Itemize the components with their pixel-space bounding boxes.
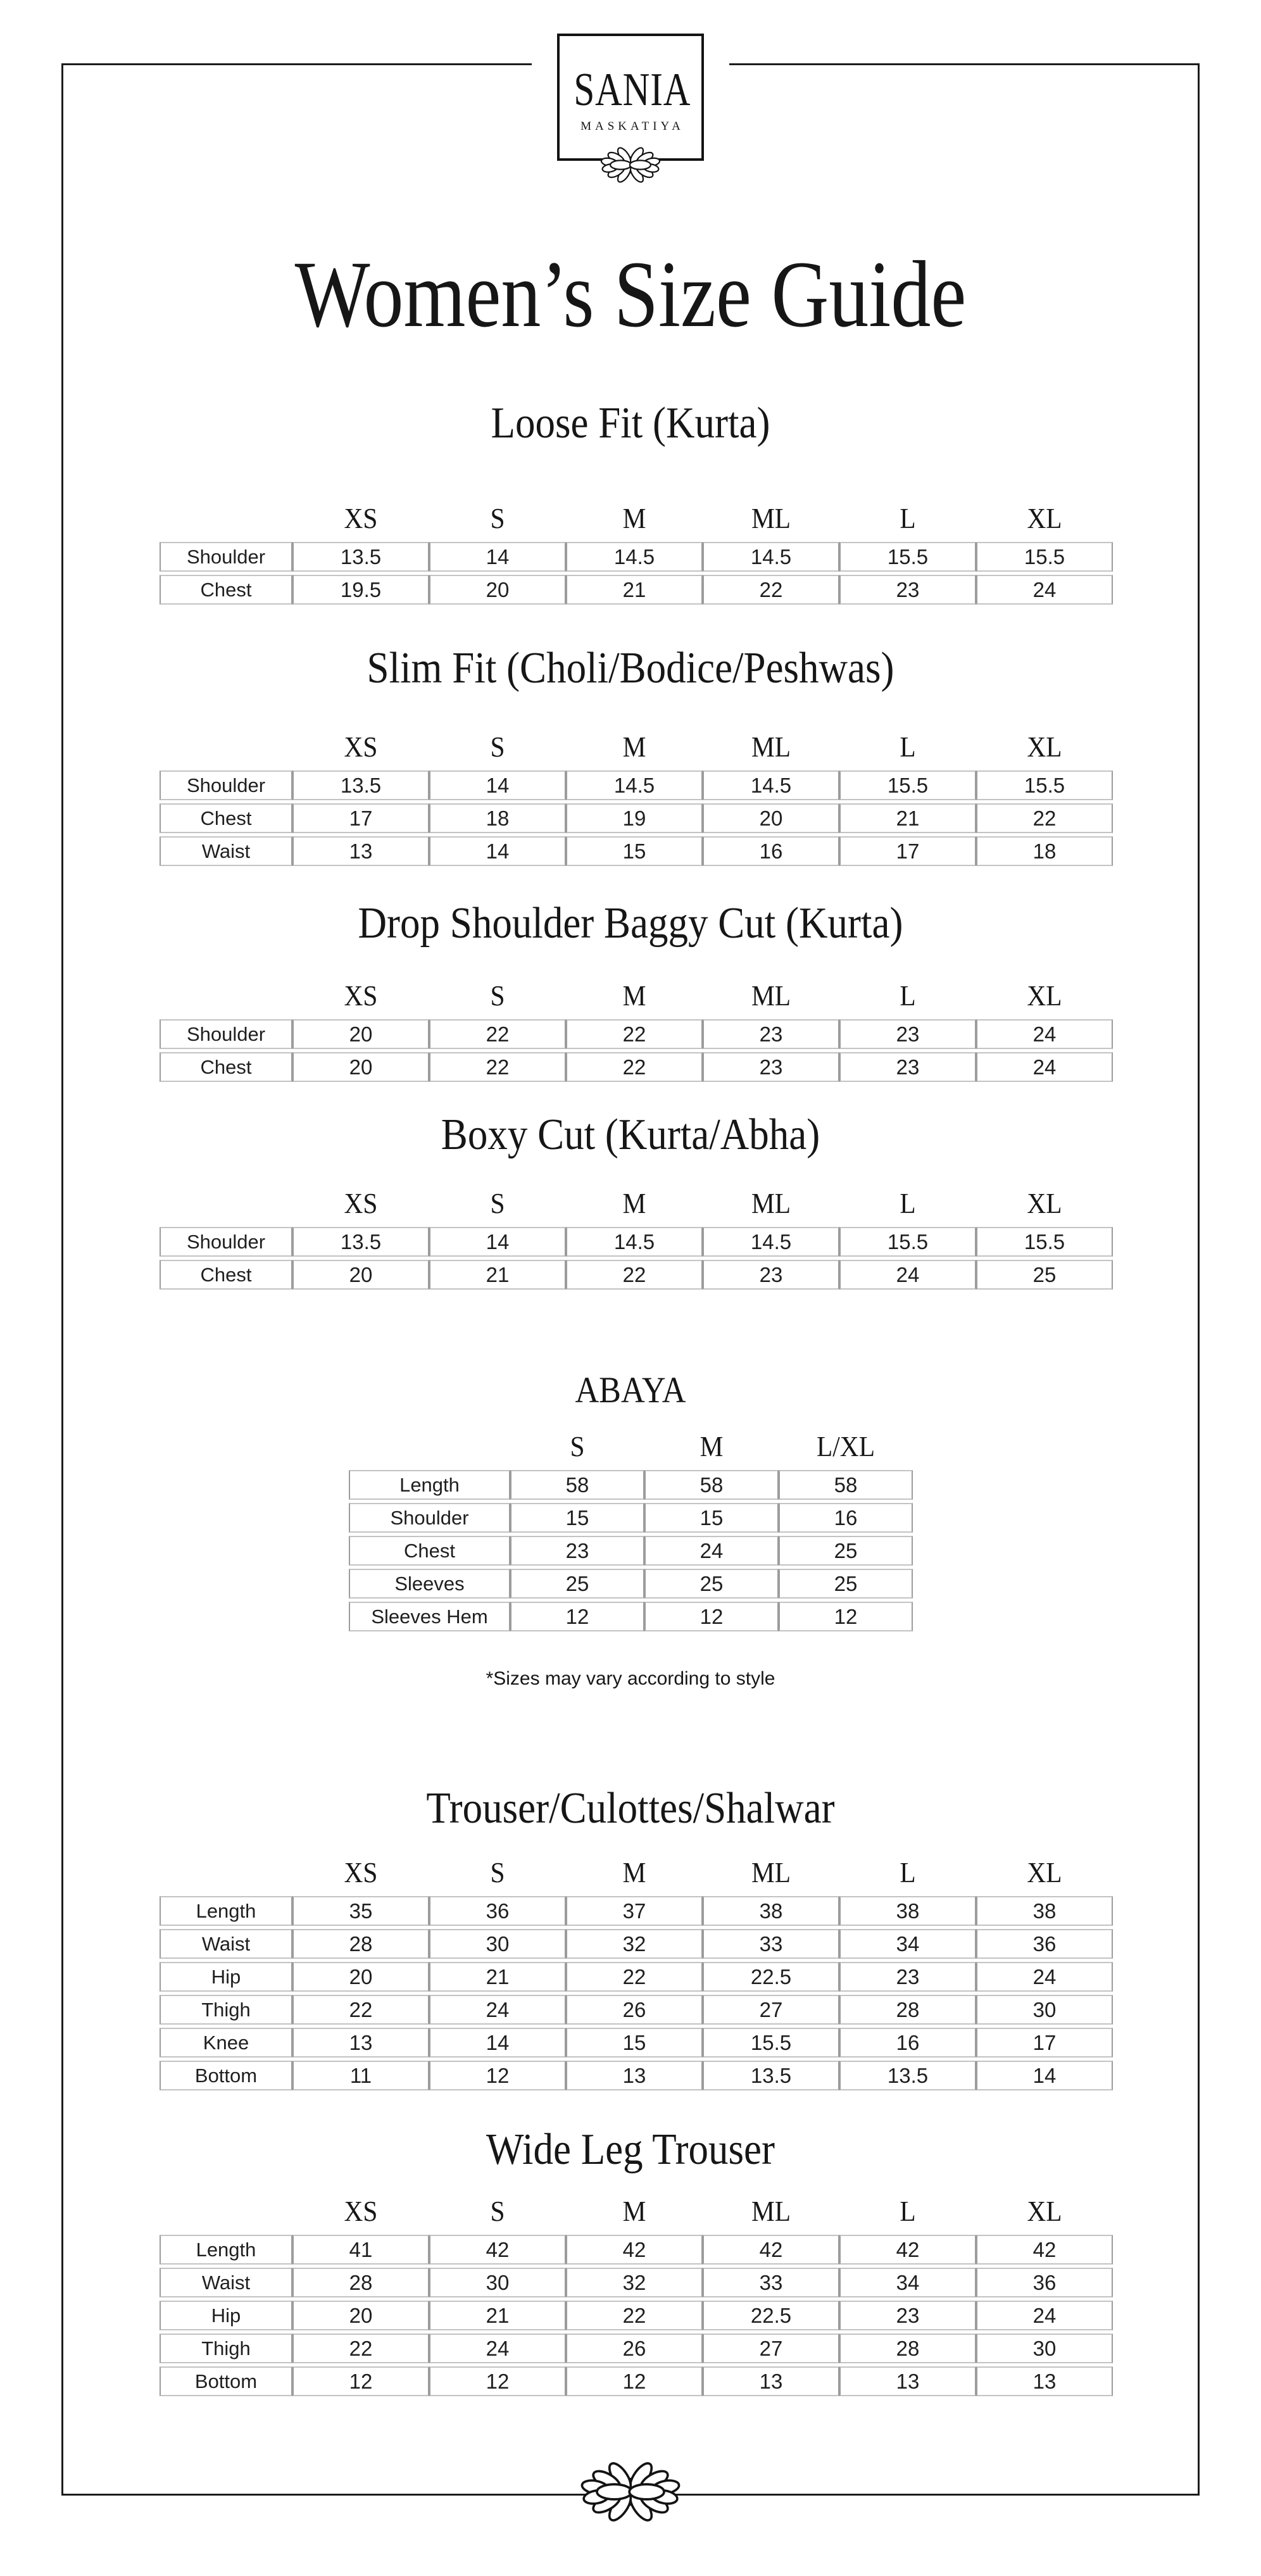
measurement-label: Length	[349, 1470, 510, 1500]
corner-cell	[357, 1428, 503, 1467]
size-value: 12	[429, 2366, 566, 2396]
measurement-row	[349, 1503, 913, 1533]
size-column-header: M	[622, 1187, 646, 1219]
size-value: 33	[703, 2268, 839, 2297]
section-title: Slim Fit (Choli/Bodice/Peshwas)	[367, 644, 894, 693]
size-value: 13	[292, 836, 429, 866]
size-value: 14.5	[703, 542, 839, 572]
size-value: 15	[566, 836, 703, 866]
size-value: 11	[292, 2061, 429, 2090]
size-table	[160, 496, 1113, 608]
size-value: 14	[429, 2028, 566, 2058]
size-value: 23	[703, 1019, 839, 1049]
size-value: 13.5	[292, 770, 429, 800]
size-value: 22	[703, 575, 839, 605]
size-value: 36	[976, 2268, 1113, 2297]
measurement-row	[160, 542, 1113, 572]
size-column-header: XS	[344, 979, 378, 1012]
measurement-row	[160, 2235, 1113, 2265]
size-value: 23	[839, 1962, 976, 1992]
size-value: 25	[779, 1569, 913, 1599]
size-value: 20	[429, 575, 566, 605]
size-column-header: S	[490, 1856, 505, 1888]
corner-cell	[166, 1184, 286, 1224]
size-value: 24	[976, 1052, 1113, 1082]
size-value: 15.5	[976, 770, 1113, 800]
measurement-label: Shoulder	[160, 1019, 292, 1049]
size-value: 24	[839, 1260, 976, 1290]
size-value: 22	[566, 1260, 703, 1290]
size-value: 17	[292, 803, 429, 833]
size-value: 14.5	[566, 770, 703, 800]
size-value: 27	[703, 2334, 839, 2363]
measurement-label: Chest	[160, 803, 292, 833]
size-header-row	[160, 2192, 1113, 2232]
page-title: Women’s Size Guide	[294, 242, 967, 347]
size-value: 20	[292, 1052, 429, 1082]
measurement-label: Chest	[349, 1536, 510, 1566]
measurement-row	[160, 1995, 1113, 2025]
size-column-header: L	[900, 1187, 916, 1219]
size-value: 14.5	[566, 542, 703, 572]
size-value: 22.5	[703, 2301, 839, 2330]
measurement-row	[160, 1260, 1113, 1290]
size-value: 42	[429, 2235, 566, 2265]
size-column-header: S	[490, 731, 505, 763]
measurement-row	[160, 1227, 1113, 1257]
measurement-row	[160, 2268, 1113, 2297]
size-value: 25	[779, 1536, 913, 1566]
size-column-header: M	[622, 731, 646, 763]
size-value: 13	[976, 2366, 1113, 2396]
size-value: 25	[644, 1569, 779, 1599]
size-column-header: XS	[344, 1856, 378, 1888]
size-value: 20	[703, 803, 839, 833]
size-value: 25	[510, 1569, 644, 1599]
size-value: 38	[703, 1896, 839, 1926]
size-column-header: XS	[344, 2195, 378, 2227]
size-value: 15.5	[703, 2028, 839, 2058]
size-value: 28	[292, 1929, 429, 1959]
size-value: 13	[292, 2028, 429, 2058]
size-value: 14	[429, 836, 566, 866]
size-value: 16	[703, 836, 839, 866]
corner-cell	[166, 499, 286, 539]
corner-cell	[166, 1854, 286, 1893]
brand-subname: MASKATIYA	[580, 120, 684, 133]
size-value: 20	[292, 1260, 429, 1290]
size-header-row	[160, 728, 1113, 767]
section-title: Drop Shoulder Baggy Cut (Kurta)	[358, 899, 903, 948]
size-value: 14.5	[566, 1227, 703, 1257]
measurement-row	[160, 575, 1113, 605]
measurement-row	[349, 1536, 913, 1566]
size-value: 20	[292, 1962, 429, 1992]
size-column-header: M	[622, 502, 646, 534]
size-table	[160, 725, 1113, 869]
size-value: 12	[566, 2366, 703, 2396]
size-value: 36	[429, 1896, 566, 1926]
laurel-ornament-icon	[589, 141, 672, 189]
size-value: 13	[566, 2061, 703, 2090]
size-value: 22	[566, 1019, 703, 1049]
size-column-header: S	[490, 1187, 505, 1219]
corner-cell	[166, 2192, 286, 2232]
size-value: 12	[644, 1602, 779, 1631]
measurement-label: Bottom	[160, 2366, 292, 2396]
size-value: 22	[566, 2301, 703, 2330]
size-value: 14	[976, 2061, 1113, 2090]
measurement-row	[160, 2028, 1113, 2058]
size-value: 13	[839, 2366, 976, 2396]
measurement-row	[160, 1929, 1113, 1959]
size-column-header: L	[900, 2195, 916, 2227]
size-value: 41	[292, 2235, 429, 2265]
size-column-header: XL	[1027, 731, 1062, 763]
size-value: 15.5	[976, 542, 1113, 572]
size-column-header: M	[622, 979, 646, 1012]
size-column-header: XS	[344, 502, 378, 534]
corner-cell	[166, 728, 286, 767]
size-value: 58	[779, 1470, 913, 1500]
size-value: 34	[839, 2268, 976, 2297]
size-value: 14.5	[703, 770, 839, 800]
size-column-header: S	[570, 1430, 585, 1462]
size-value: 35	[292, 1896, 429, 1926]
size-value: 17	[976, 2028, 1113, 2058]
size-value: 22	[566, 1962, 703, 1992]
size-value: 22	[429, 1019, 566, 1049]
size-value: 19.5	[292, 575, 429, 605]
size-value: 21	[429, 1962, 566, 1992]
size-header-row	[160, 1854, 1113, 1893]
size-column-header: ML	[751, 1187, 791, 1219]
size-column-header: L	[900, 731, 916, 763]
laurel-ornament-icon	[561, 2451, 700, 2532]
size-value: 12	[429, 2061, 566, 2090]
measurement-row	[160, 2334, 1113, 2363]
size-value: 42	[976, 2235, 1113, 2265]
size-column-header: ML	[751, 1856, 791, 1888]
measurement-label: Hip	[160, 1962, 292, 1992]
size-header-row	[160, 499, 1113, 539]
size-value: 38	[839, 1896, 976, 1926]
size-value: 38	[976, 1896, 1113, 1926]
section-title: ABAYA	[575, 1369, 686, 1411]
measurement-label: Chest	[160, 575, 292, 605]
size-value: 13.5	[292, 1227, 429, 1257]
measurement-label: Length	[160, 2235, 292, 2265]
size-column-header: S	[490, 2195, 505, 2227]
measurement-row	[160, 1896, 1113, 1926]
size-value: 21	[566, 575, 703, 605]
size-value: 42	[566, 2235, 703, 2265]
size-value: 20	[292, 1019, 429, 1049]
measurement-label: Waist	[160, 1929, 292, 1959]
measurement-label: Knee	[160, 2028, 292, 2058]
measurement-label: Shoulder	[349, 1503, 510, 1533]
size-value: 21	[429, 1260, 566, 1290]
measurement-row	[160, 2061, 1113, 2090]
size-column-header: ML	[751, 2195, 791, 2227]
size-column-header: XL	[1027, 1856, 1062, 1888]
size-value: 28	[839, 1995, 976, 2025]
size-value: 22	[566, 1052, 703, 1082]
size-column-header: L	[900, 1856, 916, 1888]
size-column-header: XS	[344, 731, 378, 763]
section-title: Trouser/Culottes/Shalwar	[426, 1784, 835, 1833]
size-value: 24	[429, 2334, 566, 2363]
size-value: 18	[429, 803, 566, 833]
size-value: 21	[839, 803, 976, 833]
size-column-header: L	[900, 979, 916, 1012]
size-value: 14	[429, 1227, 566, 1257]
size-value: 14	[429, 542, 566, 572]
size-value: 23	[839, 1052, 976, 1082]
size-column-header: S	[490, 502, 505, 534]
size-value: 23	[839, 1019, 976, 1049]
measurement-row	[349, 1470, 913, 1500]
size-table	[349, 1424, 913, 1635]
size-value: 30	[429, 1929, 566, 1959]
size-value: 26	[566, 2334, 703, 2363]
measurement-row	[349, 1602, 913, 1631]
size-value: 32	[566, 1929, 703, 1959]
size-header-row	[160, 977, 1113, 1016]
measurement-label: Sleeves	[349, 1569, 510, 1599]
size-value: 21	[429, 2301, 566, 2330]
size-table	[160, 1181, 1113, 1293]
size-value: 18	[976, 836, 1113, 866]
size-value: 32	[566, 2268, 703, 2297]
size-value: 23	[703, 1052, 839, 1082]
size-value: 42	[839, 2235, 976, 2265]
measurement-row	[160, 2366, 1113, 2396]
disclaimer-note: *Sizes may vary according to style	[486, 1668, 775, 1689]
size-value: 12	[292, 2366, 429, 2396]
size-value: 15.5	[976, 1227, 1113, 1257]
size-value: 22	[292, 1995, 429, 2025]
size-value: 58	[644, 1470, 779, 1500]
size-value: 22	[976, 803, 1113, 833]
measurement-label: Waist	[160, 2268, 292, 2297]
measurement-label: Thigh	[160, 2334, 292, 2363]
corner-cell	[166, 977, 286, 1016]
size-table	[160, 974, 1113, 1085]
size-value: 23	[510, 1536, 644, 1566]
size-value: 13.5	[839, 2061, 976, 2090]
measurement-row	[349, 1569, 913, 1599]
size-value: 16	[839, 2028, 976, 2058]
size-value: 14	[429, 770, 566, 800]
brand-name: SANIA	[574, 64, 691, 116]
size-value: 12	[510, 1602, 644, 1631]
measurement-row	[160, 1052, 1113, 1082]
measurement-label: Shoulder	[160, 1227, 292, 1257]
size-value: 20	[292, 2301, 429, 2330]
size-column-header: L/XL	[817, 1430, 875, 1462]
size-value: 15	[510, 1503, 644, 1533]
measurement-label: Chest	[160, 1052, 292, 1082]
size-value: 23	[839, 2301, 976, 2330]
size-column-header: XS	[344, 1187, 378, 1219]
size-value: 26	[566, 1995, 703, 2025]
size-value: 36	[976, 1929, 1113, 1959]
measurement-label: Shoulder	[160, 770, 292, 800]
size-value: 15.5	[839, 770, 976, 800]
section-title: Loose Fit (Kurta)	[491, 399, 770, 448]
measurement-row	[160, 2301, 1113, 2330]
size-value: 27	[703, 1995, 839, 2025]
size-value: 22	[292, 2334, 429, 2363]
measurement-row	[160, 803, 1113, 833]
size-column-header: XL	[1027, 979, 1062, 1012]
size-value: 30	[976, 2334, 1113, 2363]
size-value: 23	[839, 575, 976, 605]
measurement-label: Sleeves Hem	[349, 1602, 510, 1631]
section-title: Wide Leg Trouser	[486, 2125, 775, 2174]
measurement-label: Bottom	[160, 2061, 292, 2090]
size-value: 24	[644, 1536, 779, 1566]
size-table	[160, 1850, 1113, 2094]
size-value: 24	[976, 1962, 1113, 1992]
measurement-label: Shoulder	[160, 542, 292, 572]
measurement-row	[160, 1962, 1113, 1992]
size-value: 14.5	[703, 1227, 839, 1257]
size-value: 15.5	[839, 542, 976, 572]
size-value: 24	[429, 1995, 566, 2025]
size-value: 15	[644, 1503, 779, 1533]
size-value: 12	[779, 1602, 913, 1631]
size-value: 22	[429, 1052, 566, 1082]
measurement-label: Waist	[160, 836, 292, 866]
size-value: 13.5	[292, 542, 429, 572]
size-column-header: M	[622, 1856, 646, 1888]
size-column-header: L	[900, 502, 916, 534]
size-table	[160, 2189, 1113, 2399]
size-value: 24	[976, 2301, 1113, 2330]
size-column-header: S	[490, 979, 505, 1012]
size-value: 19	[566, 803, 703, 833]
measurement-label: Length	[160, 1896, 292, 1926]
size-value: 17	[839, 836, 976, 866]
size-column-header: ML	[751, 979, 791, 1012]
size-value: 28	[292, 2268, 429, 2297]
measurement-label: Hip	[160, 2301, 292, 2330]
measurement-row	[160, 770, 1113, 800]
size-value: 28	[839, 2334, 976, 2363]
size-value: 24	[976, 1019, 1113, 1049]
size-column-header: ML	[751, 731, 791, 763]
size-header-row	[160, 1184, 1113, 1224]
size-value: 25	[976, 1260, 1113, 1290]
size-value: 37	[566, 1896, 703, 1926]
size-value: 16	[779, 1503, 913, 1533]
size-column-header: XL	[1027, 2195, 1062, 2227]
size-value: 34	[839, 1929, 976, 1959]
size-value: 15	[566, 2028, 703, 2058]
measurement-label: Chest	[160, 1260, 292, 1290]
measurement-row	[160, 1019, 1113, 1049]
size-value: 42	[703, 2235, 839, 2265]
section-title: Boxy Cut (Kurta/Abha)	[441, 1110, 820, 1159]
size-value: 24	[976, 575, 1113, 605]
size-value: 30	[976, 1995, 1113, 2025]
size-column-header: XL	[1027, 502, 1062, 534]
size-value: 58	[510, 1470, 644, 1500]
size-value: 33	[703, 1929, 839, 1959]
size-column-header: M	[622, 2195, 646, 2227]
size-column-header: M	[700, 1430, 724, 1462]
size-header-row	[349, 1428, 913, 1467]
size-value: 13.5	[703, 2061, 839, 2090]
size-value: 15.5	[839, 1227, 976, 1257]
size-value: 23	[703, 1260, 839, 1290]
size-value: 13	[703, 2366, 839, 2396]
size-column-header: ML	[751, 502, 791, 534]
measurement-row	[160, 836, 1113, 866]
size-value: 30	[429, 2268, 566, 2297]
size-column-header: XL	[1027, 1187, 1062, 1219]
measurement-label: Thigh	[160, 1995, 292, 2025]
size-value: 22.5	[703, 1962, 839, 1992]
